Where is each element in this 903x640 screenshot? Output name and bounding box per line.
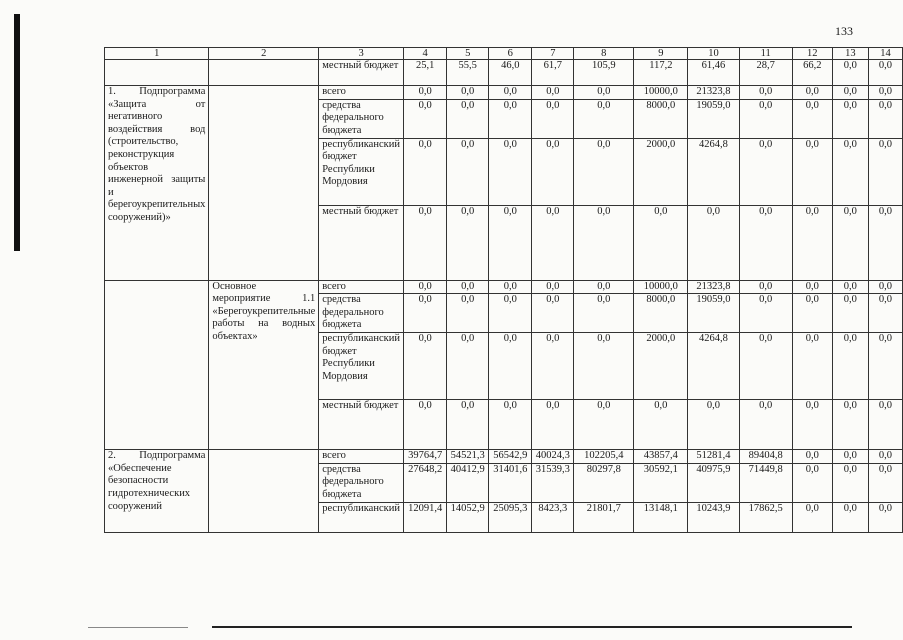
empty-cell — [209, 60, 319, 86]
value-cell: 0,0 — [574, 333, 634, 400]
value-cell: 0,0 — [489, 99, 532, 138]
value-cell: 0,0 — [792, 400, 832, 450]
empty-cell — [105, 60, 209, 86]
value-cell: 0,0 — [532, 99, 574, 138]
value-cell: 0,0 — [403, 205, 446, 280]
bottom-rule — [212, 626, 852, 628]
value-cell: 19059,0 — [688, 294, 739, 333]
value-cell: 40975,9 — [688, 463, 739, 502]
value-cell: 0,0 — [574, 99, 634, 138]
value-cell: 12091,4 — [403, 502, 446, 532]
value-cell: 10000,0 — [634, 280, 688, 294]
value-cell: 0,0 — [832, 205, 868, 280]
value-cell: 89404,8 — [739, 450, 792, 464]
value-cell: 25,1 — [403, 60, 446, 86]
header-cell: 2 — [209, 48, 319, 60]
value-cell: 21801,7 — [574, 502, 634, 532]
header-cell: 3 — [319, 48, 404, 60]
value-cell: 0,0 — [868, 99, 902, 138]
header-cell: 14 — [868, 48, 902, 60]
value-cell: 0,0 — [403, 280, 446, 294]
value-cell: 0,0 — [489, 205, 532, 280]
empty-cell — [209, 86, 319, 281]
source-label: местный бюджет — [319, 205, 404, 280]
value-cell: 0,0 — [739, 294, 792, 333]
value-cell: 0,0 — [868, 294, 902, 333]
value-cell: 40024,3 — [532, 450, 574, 464]
value-cell: 0,0 — [489, 333, 532, 400]
value-cell: 0,0 — [792, 138, 832, 205]
value-cell: 0,0 — [532, 138, 574, 205]
value-cell: 117,2 — [634, 60, 688, 86]
value-cell: 0,0 — [447, 294, 489, 333]
value-cell: 0,0 — [574, 294, 634, 333]
value-cell: 0,0 — [868, 60, 902, 86]
budget-table — [104, 47, 903, 533]
empty-cell — [209, 450, 319, 533]
value-cell: 0,0 — [792, 205, 832, 280]
value-cell: 0,0 — [832, 333, 868, 400]
value-cell: 0,0 — [739, 86, 792, 100]
value-cell: 0,0 — [688, 400, 739, 450]
value-cell: 17862,5 — [739, 502, 792, 532]
header-cell: 13 — [832, 48, 868, 60]
value-cell: 13148,1 — [634, 502, 688, 532]
empty-cell — [105, 280, 209, 450]
header-cell: 5 — [447, 48, 489, 60]
value-cell: 0,0 — [574, 86, 634, 100]
value-cell: 0,0 — [868, 205, 902, 280]
value-cell: 0,0 — [868, 450, 902, 464]
value-cell: 0,0 — [574, 138, 634, 205]
value-cell: 14052,9 — [447, 502, 489, 532]
value-cell: 80297,8 — [574, 463, 634, 502]
value-cell: 0,0 — [792, 502, 832, 532]
scan-edge-mark — [88, 627, 188, 628]
source-label: средства федерального бюджета — [319, 294, 404, 333]
value-cell: 0,0 — [532, 205, 574, 280]
value-cell: 0,0 — [868, 502, 902, 532]
activity-cell: Основное мероприятие 1.1 «Берегоукрепительные работы на водных объектах» — [209, 280, 319, 450]
value-cell: 0,0 — [832, 450, 868, 464]
page-number: 133 — [835, 24, 853, 38]
value-cell: 0,0 — [792, 450, 832, 464]
source-label: республиканский бюджет Республики Мордовия — [319, 138, 404, 205]
value-cell: 0,0 — [403, 294, 446, 333]
value-cell: 0,0 — [832, 99, 868, 138]
header-cell: 10 — [688, 48, 739, 60]
table-row — [105, 450, 903, 464]
value-cell: 0,0 — [447, 99, 489, 138]
value-cell: 0,0 — [868, 280, 902, 294]
value-cell: 0,0 — [832, 502, 868, 532]
header-cell: 11 — [739, 48, 792, 60]
value-cell: 56542,9 — [489, 450, 532, 464]
value-cell: 0,0 — [792, 463, 832, 502]
value-cell: 4264,8 — [688, 138, 739, 205]
value-cell: 0,0 — [447, 138, 489, 205]
value-cell: 31401,6 — [489, 463, 532, 502]
value-cell: 0,0 — [832, 463, 868, 502]
value-cell: 0,0 — [532, 294, 574, 333]
source-label: всего — [319, 280, 404, 294]
value-cell: 105,9 — [574, 60, 634, 86]
table-row — [105, 86, 903, 100]
value-cell: 55,5 — [447, 60, 489, 86]
value-cell: 0,0 — [403, 333, 446, 400]
header-cell: 6 — [489, 48, 532, 60]
value-cell: 0,0 — [792, 294, 832, 333]
value-cell: 0,0 — [574, 280, 634, 294]
value-cell: 0,0 — [447, 280, 489, 294]
value-cell: 66,2 — [792, 60, 832, 86]
value-cell: 0,0 — [574, 205, 634, 280]
source-label: местный бюджет — [319, 400, 404, 450]
header-cell: 7 — [532, 48, 574, 60]
table-row — [105, 60, 903, 86]
header-cell: 12 — [792, 48, 832, 60]
value-cell: 0,0 — [739, 99, 792, 138]
value-cell: 0,0 — [739, 280, 792, 294]
value-cell: 4264,8 — [688, 333, 739, 400]
value-cell: 0,0 — [447, 333, 489, 400]
source-label: местный бюджет — [319, 60, 404, 86]
value-cell: 40412,9 — [447, 463, 489, 502]
header-cell: 9 — [634, 48, 688, 60]
source-label: республиканский бюджет Республики Мордовия — [319, 333, 404, 400]
table-row — [105, 280, 903, 294]
header-cell: 4 — [403, 48, 446, 60]
value-cell: 0,0 — [532, 86, 574, 100]
value-cell: 0,0 — [403, 400, 446, 450]
header-cell: 8 — [574, 48, 634, 60]
value-cell: 19059,0 — [688, 99, 739, 138]
source-label: республиканский — [319, 502, 404, 532]
value-cell: 0,0 — [832, 60, 868, 86]
value-cell: 0,0 — [739, 205, 792, 280]
value-cell: 0,0 — [532, 333, 574, 400]
value-cell: 0,0 — [832, 400, 868, 450]
value-cell: 21323,8 — [688, 86, 739, 100]
source-label: средства федерального бюджета — [319, 99, 404, 138]
value-cell: 0,0 — [634, 205, 688, 280]
value-cell: 10000,0 — [634, 86, 688, 100]
scan-margin-bar — [14, 14, 20, 251]
value-cell: 8000,0 — [634, 294, 688, 333]
value-cell: 28,7 — [739, 60, 792, 86]
value-cell: 61,46 — [688, 60, 739, 86]
value-cell: 25095,3 — [489, 502, 532, 532]
value-cell: 0,0 — [792, 99, 832, 138]
value-cell: 0,0 — [832, 138, 868, 205]
value-cell: 0,0 — [739, 333, 792, 400]
source-label: всего — [319, 450, 404, 464]
value-cell: 0,0 — [447, 205, 489, 280]
value-cell: 0,0 — [868, 463, 902, 502]
value-cell: 0,0 — [792, 86, 832, 100]
value-cell: 30592,1 — [634, 463, 688, 502]
value-cell: 71449,8 — [739, 463, 792, 502]
header-cell: 1 — [105, 48, 209, 60]
value-cell: 0,0 — [832, 294, 868, 333]
program-cell: 2. Подпрограмма «Обеспечение безопасности гидротехнических сооружений — [105, 450, 209, 533]
value-cell: 0,0 — [489, 280, 532, 294]
value-cell: 0,0 — [634, 400, 688, 450]
value-cell: 8000,0 — [634, 99, 688, 138]
value-cell: 10243,9 — [688, 502, 739, 532]
value-cell: 0,0 — [832, 280, 868, 294]
value-cell: 0,0 — [532, 280, 574, 294]
value-cell: 0,0 — [532, 400, 574, 450]
value-cell: 0,0 — [739, 138, 792, 205]
value-cell: 54521,3 — [447, 450, 489, 464]
value-cell: 61,7 — [532, 60, 574, 86]
value-cell: 0,0 — [403, 99, 446, 138]
value-cell: 0,0 — [447, 86, 489, 100]
value-cell: 0,0 — [489, 138, 532, 205]
value-cell: 21323,8 — [688, 280, 739, 294]
header-row — [105, 48, 903, 60]
value-cell: 46,0 — [489, 60, 532, 86]
value-cell: 0,0 — [574, 400, 634, 450]
value-cell: 0,0 — [489, 400, 532, 450]
value-cell: 27648,2 — [403, 463, 446, 502]
value-cell: 39764,7 — [403, 450, 446, 464]
value-cell: 0,0 — [792, 333, 832, 400]
value-cell: 43857,4 — [634, 450, 688, 464]
value-cell: 51281,4 — [688, 450, 739, 464]
value-cell: 0,0 — [688, 205, 739, 280]
value-cell: 0,0 — [792, 280, 832, 294]
value-cell: 2000,0 — [634, 138, 688, 205]
value-cell: 0,0 — [739, 400, 792, 450]
value-cell: 0,0 — [868, 333, 902, 400]
value-cell: 0,0 — [868, 400, 902, 450]
value-cell: 0,0 — [403, 86, 446, 100]
source-label: средства федерального бюджета — [319, 463, 404, 502]
value-cell: 0,0 — [868, 138, 902, 205]
value-cell: 0,0 — [868, 86, 902, 100]
value-cell: 0,0 — [403, 138, 446, 205]
source-label: всего — [319, 86, 404, 100]
value-cell: 0,0 — [489, 86, 532, 100]
program-cell: 1. Подпрограмма «Защита от негативного воздействия вод (строительство, реконструкция объектов инженерной защиты и берегоукрепительных сооружений)» — [105, 86, 209, 281]
value-cell: 2000,0 — [634, 333, 688, 400]
value-cell: 0,0 — [489, 294, 532, 333]
value-cell: 0,0 — [447, 400, 489, 450]
value-cell: 31539,3 — [532, 463, 574, 502]
value-cell: 0,0 — [832, 86, 868, 100]
value-cell: 102205,4 — [574, 450, 634, 464]
value-cell: 8423,3 — [532, 502, 574, 532]
